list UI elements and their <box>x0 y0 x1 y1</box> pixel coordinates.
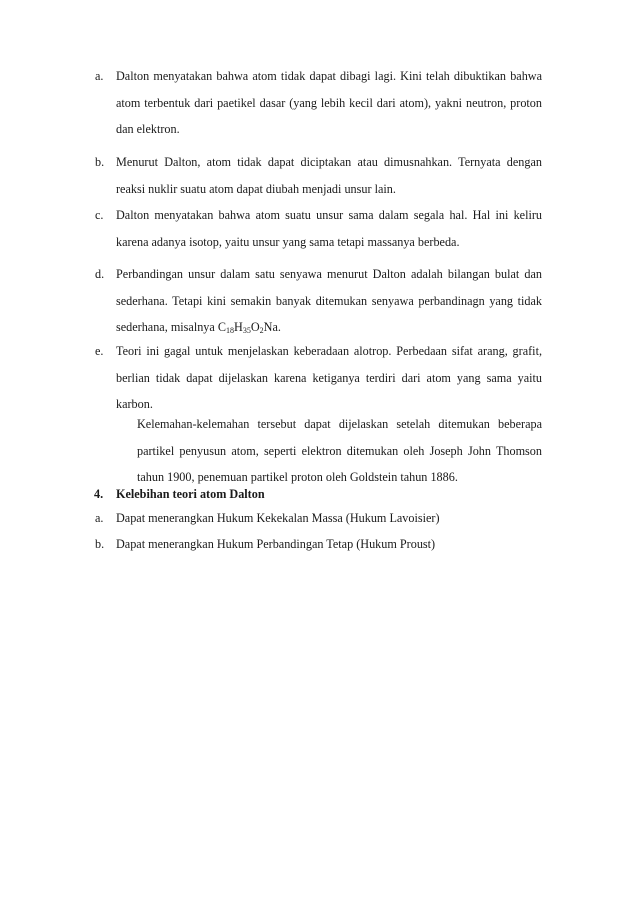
section-item-text: Dapat menerangkan Hukum Kekekalan Massa (Hukum Lavoisier) <box>116 511 440 525</box>
list-item-text <box>116 261 542 341</box>
formula-na: Na <box>263 320 278 334</box>
section-item-b <box>95 531 542 557</box>
list-marker: e. <box>95 344 104 358</box>
section-item-a <box>95 505 542 531</box>
formula-c-subscript: 18 <box>226 326 235 335</box>
list-item-text-before: Perbandingan unsur dalam satu senyawa menurut Dalton adalah bilangan bulat dan sederhana. Tetapi kini semakin banyak ditemukan senyawa perbandinagn yang tidak sederhana, misalnya <box>116 267 542 334</box>
list-marker: d. <box>95 267 105 281</box>
formula-h: H <box>234 320 243 334</box>
list-marker: b. <box>95 537 105 551</box>
list-item-e <box>95 338 542 418</box>
list-item-b <box>95 149 542 202</box>
list-marker: c. <box>95 208 104 222</box>
list-marker: b. <box>95 155 105 169</box>
section-heading <box>94 481 265 508</box>
list-item-text: Menurut Dalton, atom tidak dapat diciptakan atau dimusnahkan. Ternyata dengan reaksi nuklir suatu atom dapat diubah menjadi unsur lain. <box>116 155 542 196</box>
formula-o-subscript: 2 <box>259 326 264 335</box>
list-item-text: Dalton menyatakan bahwa atom suatu unsur sama dalam segala hal. Hal ini keliru karena adanya isotop, yaitu unsur yang sama tetapi massanya berbeda. <box>116 208 542 249</box>
closing-paragraph <box>137 411 542 491</box>
list-item-text: Teori ini gagal untuk menjelaskan keberadaan alotrop. Perbedaan sifat arang, grafit, berlian tidak dapat dijelaskan karena ketiganya terdiri dari atom yang sama yaitu karbon. <box>116 344 542 411</box>
list-item-text-after: . <box>277 320 281 334</box>
closing-paragraph-text: Kelemahan-kelemahan tersebut dapat dijelaskan setelah ditemukan beberapa partikel penyusun atom, seperti elektron ditemukan oleh Joseph John Thomson tahun 1900, penemuan partikel proton oleh Goldstein tahun 1886. <box>137 417 542 484</box>
list-item-a <box>95 63 542 143</box>
formula-h-subscript: 35 <box>242 326 251 335</box>
section-item-text: Dapat menerangkan Hukum Perbandingan Tetap (Hukum Proust) <box>116 537 436 551</box>
list-marker: a. <box>95 69 104 83</box>
chemical-formula <box>218 320 278 334</box>
formula-o: O <box>250 320 260 334</box>
list-item-text: Dalton menyatakan bahwa atom tidak dapat dibagi lagi. Kini telah dibuktikan bahwa atom terbentuk dari paetikel dasar (yang lebih kecil dari atom), yakni neutron, proton dan elektron. <box>116 69 542 136</box>
list-marker: a. <box>95 511 104 525</box>
list-item-c <box>95 202 542 255</box>
section-number: 4. <box>94 487 104 501</box>
section-title: Kelebihan teori atom Dalton <box>116 487 265 501</box>
list-item-d <box>95 261 542 341</box>
formula-c: C <box>217 320 227 334</box>
